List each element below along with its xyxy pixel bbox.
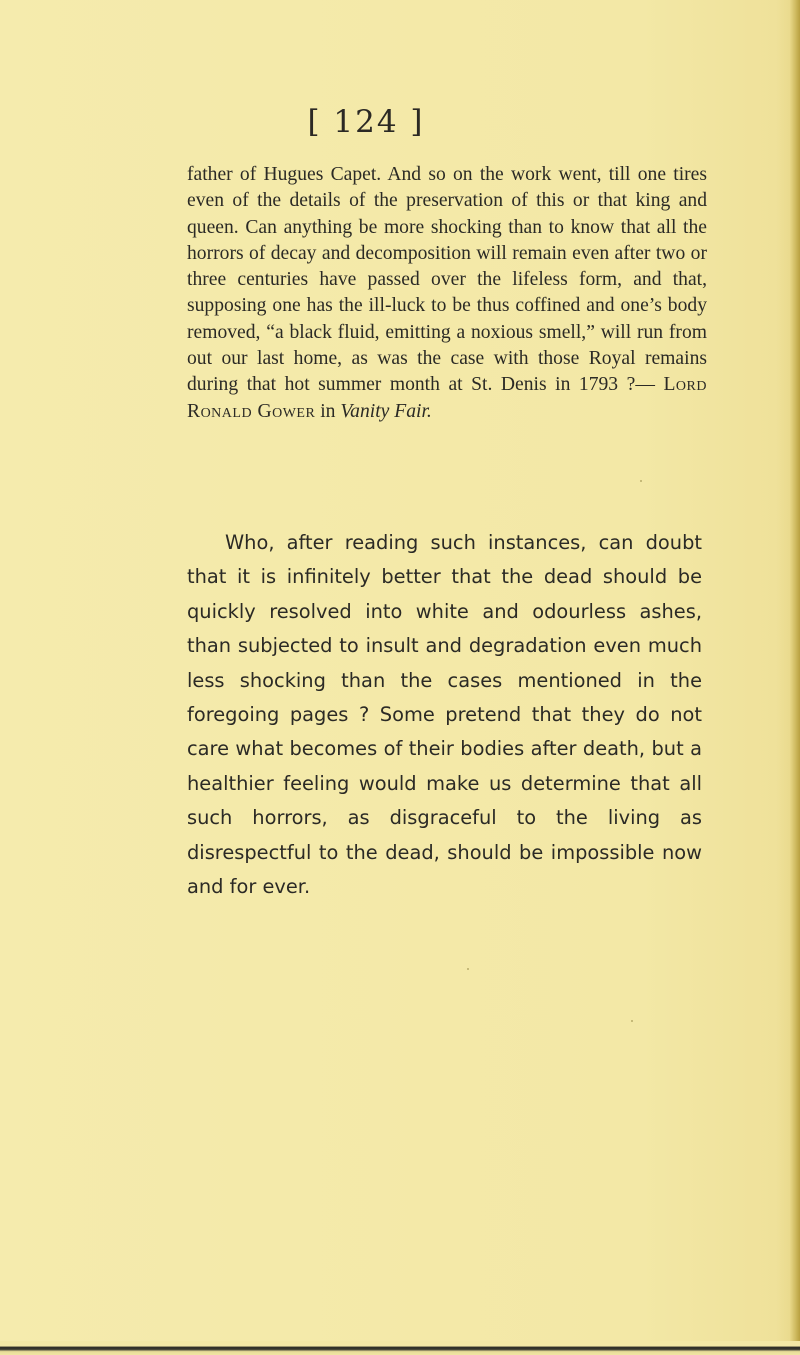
- body-paragraph: Who, after reading such instances, can doubt that it is infinitely better that the dead should be quickly resolved into white and odourless ashes, than subjected to insult and degradation even much less shocking than the cases mentioned in the foregoing pages ? Some pretend that they do not care what becomes of their bodies after death, but a healthier feeling would make us determine that all such horrors, as disgraceful to the living as disrespectful to the dead, should be impossible now and for ever.: [187, 531, 702, 899]
- quoted-excerpt: [187, 162, 707, 425]
- paper-speck: [631, 1020, 633, 1022]
- page-edge-bottom: [0, 1341, 800, 1355]
- excerpt-author: Lord Ronald Gower: [187, 374, 707, 422]
- page-edge-right: [790, 0, 800, 1355]
- paper-speck: [640, 480, 642, 482]
- excerpt-text: father of Hugues Capet. And so on the work went, till one tires even of the details of the preservation of this or that king and queen. Can anything be more shocking than to know that all the horrors of decay and decomposition will remain even after two or three centuries have passed over the lifeless form, and that, supposing one has the ill-luck to be thus coffined and one’s body removed, “a black fluid, emitting a noxious smell,” will run from out our last home, as was the case with those Royal remains during that hot summer month at St. Denis in 1793 ?—: [187, 164, 707, 396]
- page-number: [ 124 ]: [307, 104, 425, 140]
- excerpt-connector: in: [315, 400, 341, 422]
- paper-speck: [467, 968, 469, 970]
- excerpt-source: Vanity Fair.: [340, 400, 432, 422]
